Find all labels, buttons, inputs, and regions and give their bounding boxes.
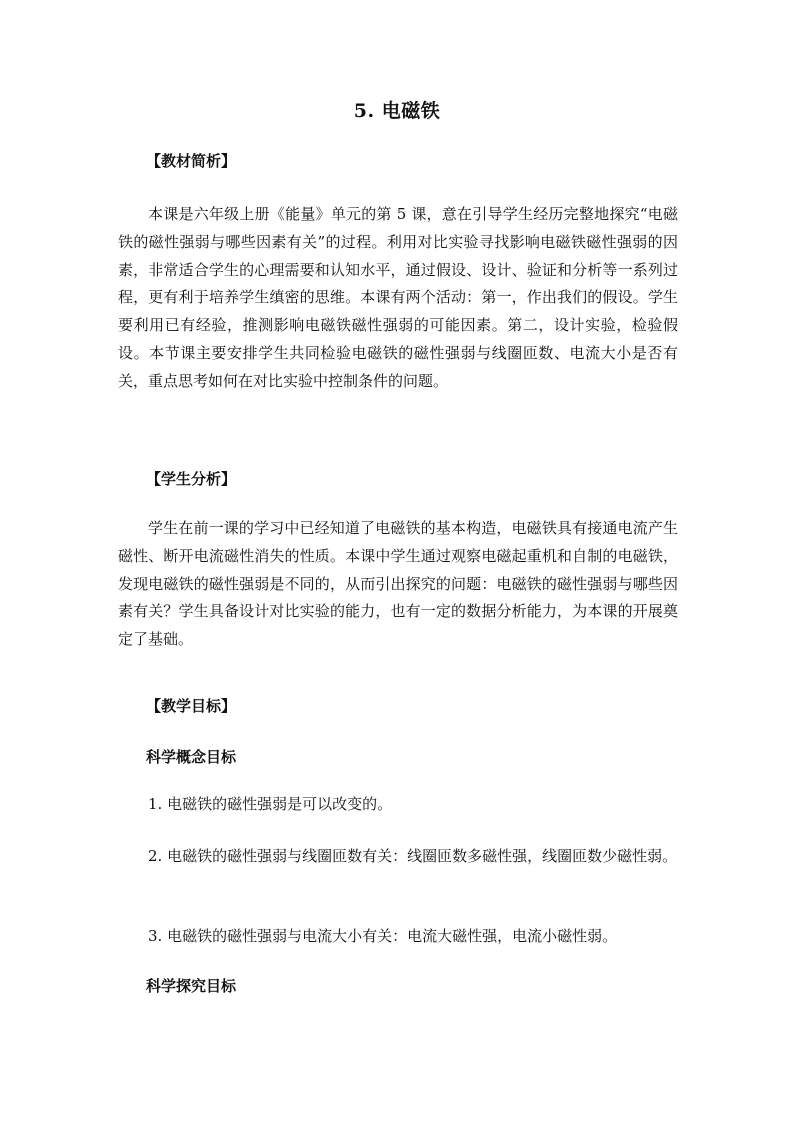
section-heading-textbook-analysis: 【教材简析】 [146, 152, 237, 170]
list-item-goal-2: 2. 电磁铁的磁性强弱与线圈匝数有关：线圈匝数多磁性强，线圈匝数少磁性弱。 [148, 847, 678, 865]
page-title: 5. 电磁铁 [353, 100, 441, 122]
paragraph-textbook-analysis: 本课是六年级上册《能量》单元的第 5 课，意在引导学生经历完整地探究“电磁铁的磁性强弱与哪些因素有关”的过程。利用对比实验寻找影响电磁铁磁性强弱的因素，非常适合学生的心理需要和认知水平，通过假设、设计、验证和分析等一系列过程，更有利于培养学生缜密的思维。本课有两个活动：第一，作出我们的假设。学生要利用已有经验，推测影响电磁铁磁性强弱的可能因素。第二，设计实验，检验假设。本节课主要安排学生共同检验电磁铁的磁性强弱与线圈匝数、电流大小是否有关，重点思考如何在对比实验中控制条件的问题。 [118, 205, 678, 390]
section-heading-teaching-goals: 【教学目标】 [146, 697, 237, 715]
paragraph-student-analysis: 学生在前一课的学习中已经知道了电磁铁的基本构造，电磁铁具有接通电流产生磁性、断开电流磁性消失的性质。本课中学生通过观察电磁起重机和自制的电磁铁，发现电磁铁的磁性强弱是不同的，从而引出探究的问题：电磁铁的磁性强弱与哪些因素有关？学生具备设计对比实验的能力，也有一定的数据分析能力，为本课的开展奠定了基础。 [118, 519, 678, 649]
section-heading-student-analysis: 【学生分析】 [146, 470, 237, 488]
list-item-goal-3: 3. 电磁铁的磁性强弱与电流大小有关：电流大磁性强，电流小磁性弱。 [148, 927, 618, 945]
subheading-inquiry-goals: 科学探究目标 [146, 977, 237, 995]
list-item-goal-1: 1. 电磁铁的磁性强弱是可以改变的。 [148, 795, 393, 813]
subheading-concept-goals: 科学概念目标 [146, 748, 237, 766]
